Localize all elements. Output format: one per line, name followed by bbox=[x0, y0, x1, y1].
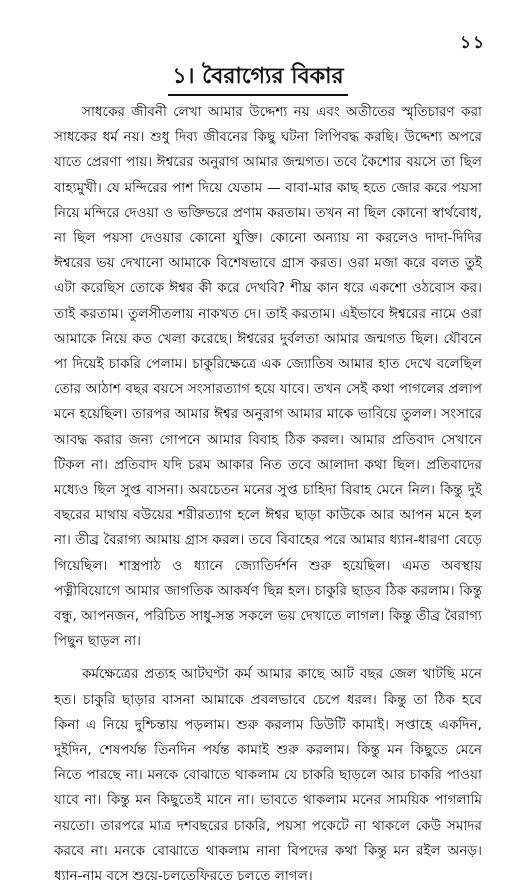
chapter-title bbox=[0, 62, 516, 96]
chapter-title-text: ১। বৈরাগ্যের বিকার bbox=[168, 62, 347, 96]
paragraph-1: সাধকের জীবনী লেখা আমার উদ্দেশ্য নয় এবং অতীতের স্মৃতিচারণ করা সাধকের ধর্ম নয়। শুধু দিব্য জীবনের কিছু ঘটনা লিপিবদ্ধ করছি। উদ্দেশ্য অপরে যাতে প্রেরণা পায়। ঈশ্বরের অনুরাগ আমার জন্মগত। তবে কৈশোর বয়সে তা ছিল বাহ্যমুখী। যে মন্দিরের পাশ দিয়ে যেতাম — বাবা-মার কাছ হতে জোর করে পয়সা নিয়ে মন্দিরে দেওয়া ও ভক্তিভরে প্রণাম করতাম। তখন না ছিল কোনো স্বার্থবোধ, না ছিল পয়সা দেওয়ার কোনো যুক্তি। কোনো অন্যায় না করলেও দাদা-দিদির ঈশ্বরের ভয় দেখানো আমাকে বিশেষভাবে গ্রাস করত। ওরা মজা করে বলত তুই এটা করেছিস তোকে ঈশ্বর কী করে দেখবি? শীঘ্র কান ধরে একশো ওঠবোস কর। তাই করতাম। তুলসীতলায় নাকখত দে। তাই করতাম। এইভাবে ঈশ্বরের নামে ওরা আমাকে নিয়ে কত খেলা করেছে। ঈশ্বরের দুর্বলতা আমার জন্মগত ছিল। যৌবনে পা দিয়েই চাকরি পেলাম। চাকুরিক্ষেত্রে এক জ্যোতিষ আমার হাত দেখে বলেছিল তোর আঠাশ বছর বয়সে সংসারত্যাগ হয়ে যাবে। তখন সেই কথা পাগলের প্রলাপ মনে হয়েছিল। তারপর আমার ঈশ্বর অনুরাগ আমার মাকে ভাবিয়ে তুলল। সংসারে আবদ্ধ করার জন্য গোপনে আমার বিবাহ ঠিক করল। আমার প্রতিবাদ সেখানে টিকল না। প্রতিবাদ যদি চরম আকার নিত তবে আলাদা কথা ছিল। প্রতিবাদের মধ্যেও ছিল সুপ্ত বাসনা। অবচেতন মনের সুপ্ত চাহিদা বিবাহ মেনে নিল। কিন্তু দুই বছরের মাথায় বউয়ের শরীরত্যাগ হলে ঈশ্বর ছাড়া কাউকে আর আপন মনে হল না। তীব্র বৈরাগ্য আমায় গ্রাস করল। তবে বিবাহের পরে আমার ধ্যান-ধারণা বেড়ে গিয়েছিল। শাস্ত্রপাঠ ও ধ্যানে জ্যোতির্দর্শন শুরু হয়েছিল। এমত অবস্থায় পত্নীবিয়োগে আমার জাগতিক আকর্ষণ ছিন্ন হল। চাকুরি ছাড়ব ঠিক করলাম। কিন্তু বন্ধু, আপনজন, পরিচিত সাধু-সন্ত সকলে ভয় দেখাতে লাগল। কিন্তু তীব্র বৈরাগ্য পিছুন ছাড়ল না। bbox=[54, 104, 482, 650]
page-number: ১১ bbox=[459, 33, 486, 53]
body-text bbox=[54, 100, 482, 889]
paragraph-2: কর্মক্ষেত্রের প্রত্যহ আটঘণ্টা কর্ম আমার কাছে আট বছর জেল খাটছি মনে হত। চাকুরি ছাড়ার বাসনা আমাকে প্রবলভাবে চেপে ধরল। কিন্তু তা ঠিক হবে কিনা এ নিয়ে দুশ্চিন্তায় পড়লাম। শুরু করলাম ডিউটি কামাই। সপ্তাহে একদিন, দুইদিন, শেষপর্যন্ত তিনদিন পর্যন্ত কামাই শুরু করলাম। কিন্তু মন কিছুতে মেনে নিতে পারছে না। মনকে বোঝাতে থাকলাম যে চাকরি ছাড়লে আর চাকরি পাওয়া যাবে না। কিন্তু মন কিছুতেই মানে না। ভাবতে থাকলাম মনের সাময়িক পাগলামি নয়তো। তারপরে মাত্র দশবছরের চাকরি, পয়সা পকেটে না থাকলে কেউ সমাদর করবে না। মনকে বোঝাতে থাকলাম নানা বিপদের কথা কিন্তু মন রইল অনড়। ধ্যান-নাম বসে শুয়ে-চলতেফিরতে চলতে লাগল। bbox=[54, 666, 482, 885]
